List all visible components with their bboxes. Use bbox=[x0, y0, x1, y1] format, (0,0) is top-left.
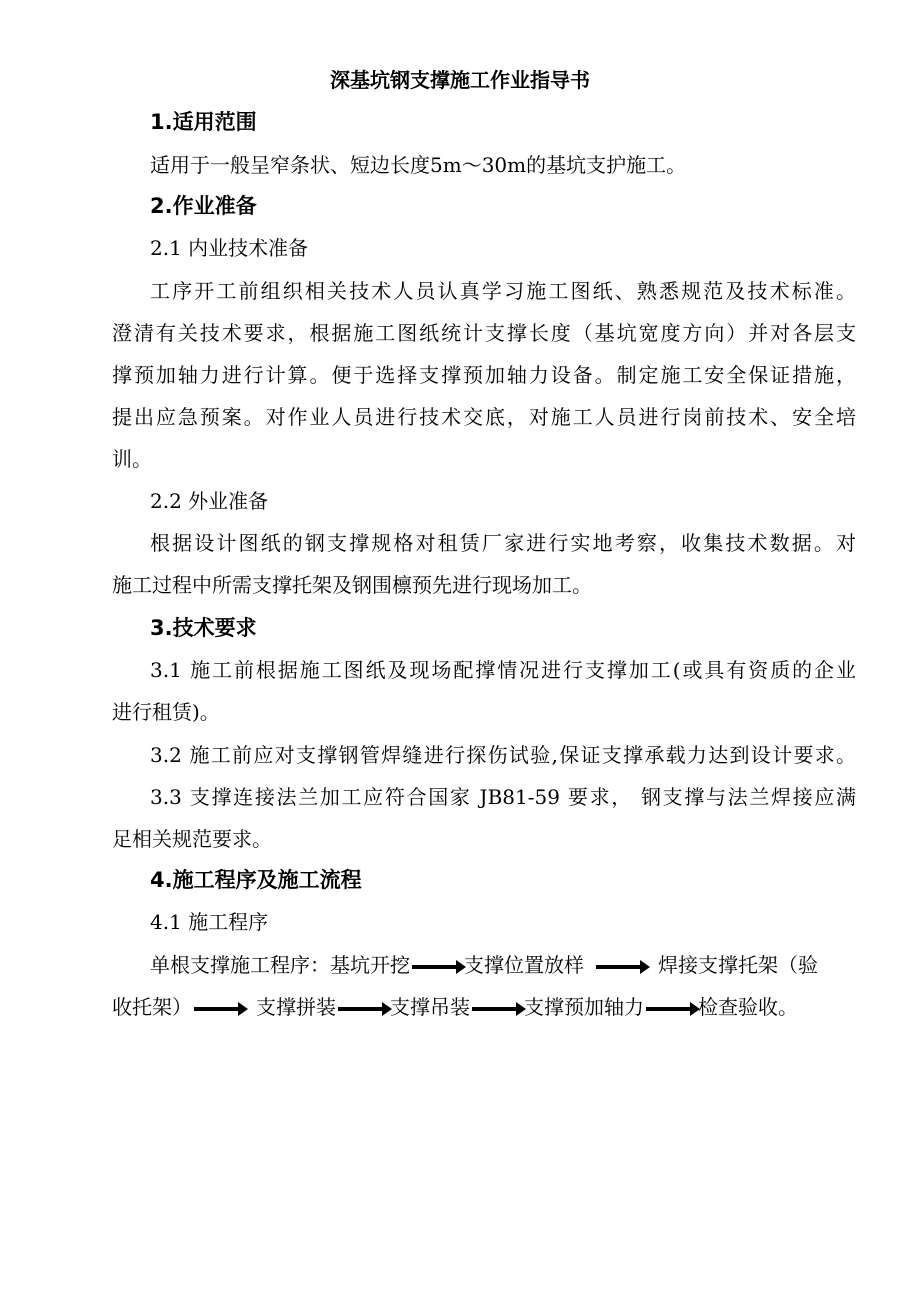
paragraph-line: 训。 bbox=[112, 447, 152, 471]
arrow-icon bbox=[472, 1007, 522, 1011]
arrow-icon bbox=[412, 965, 462, 969]
section-1-heading: 1.适用范围 bbox=[150, 110, 257, 134]
paragraph-line: 施工过程中所需支撑托架及钢围檩预先进行现场加工。 bbox=[112, 573, 592, 597]
paragraph-line: 3.1 施工前根据施工图纸及现场配撑情况进行支撑加工(或具有资质的企业 bbox=[150, 658, 856, 682]
flow-step: 支撑吊装 bbox=[390, 995, 470, 1019]
paragraph-line: 3.2 施工前应对支撑钢管焊缝进行探伤试验,保证支撑承载力达到设计要求。 bbox=[150, 743, 856, 767]
flow-step: 收托架） bbox=[112, 995, 192, 1019]
paragraph-line: 根据设计图纸的钢支撑规格对租赁厂家进行实地考察，收集技术数据。对 bbox=[150, 531, 856, 555]
section-2-1-heading: 2.1 内业技术准备 bbox=[150, 236, 309, 260]
paragraph-line: 工序开工前组织相关技术人员认真学习施工图纸、熟悉规范及技术标准。 bbox=[150, 279, 856, 303]
paragraph-line: 提出应急预案。对作业人员进行技术交底，对施工人员进行岗前技术、安全培 bbox=[112, 405, 856, 429]
paragraph-line: 3.3 支撑连接法兰加工应符合国家 JB81-59 要求， 钢支撑与法兰焊接应满 bbox=[150, 785, 856, 809]
section-1-body: 适用于一般呈窄条状、短边长度5m～30m的基坑支护施工。 bbox=[150, 153, 687, 177]
section-3-heading: 3.技术要求 bbox=[150, 616, 257, 640]
section-4-1-heading: 4.1 施工程序 bbox=[150, 910, 269, 934]
section-2-2-heading: 2.2 外业准备 bbox=[150, 489, 269, 513]
flow-step: 焊接支撑托架（验 bbox=[658, 953, 818, 977]
flow-step: 基坑开挖 bbox=[330, 953, 410, 977]
arrow-icon bbox=[596, 965, 646, 969]
flow-step: 支撑位置放样 bbox=[464, 953, 584, 977]
arrow-icon bbox=[194, 1007, 244, 1011]
paragraph-line: 进行租赁)。 bbox=[112, 700, 220, 724]
flow-line-1 bbox=[150, 952, 856, 978]
arrow-icon bbox=[646, 1007, 696, 1011]
arrow-icon bbox=[338, 1007, 388, 1011]
section-2-heading: 2.作业准备 bbox=[150, 194, 257, 218]
paragraph-line: 足相关规范要求。 bbox=[112, 827, 272, 851]
document-title: 深基坑钢支撑施工作业指导书 bbox=[330, 68, 590, 92]
paragraph-line: 撑预加轴力进行计算。便于选择支撑预加轴力设备。制定施工安全保证措施， bbox=[112, 363, 856, 387]
flow-line-2 bbox=[112, 994, 856, 1020]
flow-step: 支撑拼装 bbox=[256, 995, 336, 1019]
flow-step: 支撑预加轴力 bbox=[524, 995, 644, 1019]
flow-step: 检查验收。 bbox=[698, 995, 798, 1019]
paragraph-line: 澄清有关技术要求，根据施工图纸统计支撑长度（基坑宽度方向）并对各层支 bbox=[112, 321, 856, 345]
section-4-heading: 4.施工程序及施工流程 bbox=[150, 868, 362, 892]
flow-prefix: 单根支撑施工程序： bbox=[150, 953, 330, 977]
